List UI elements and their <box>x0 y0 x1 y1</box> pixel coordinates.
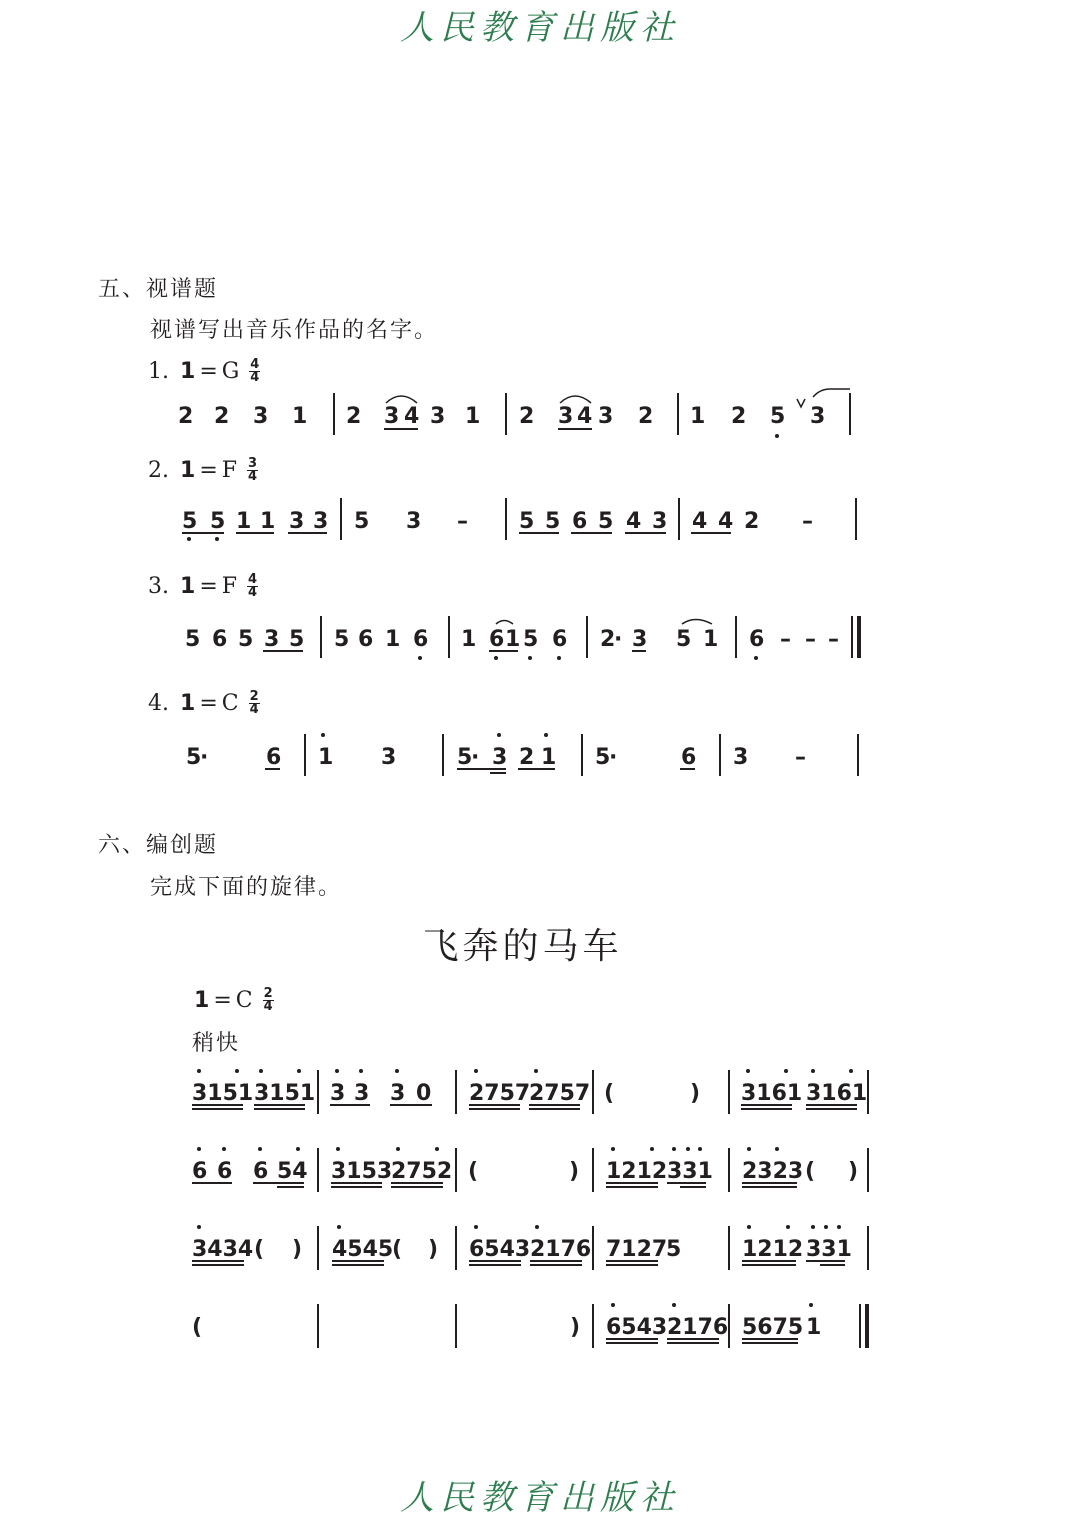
publisher-watermark-bottom: 人民教育出版社 <box>400 1478 680 1518</box>
svg-text:–: – <box>802 509 813 534</box>
svg-text:1: 1 <box>505 627 521 652</box>
svg-text:2: 2 <box>519 745 535 770</box>
time-signature: $\frac{2}{4}$ <box>263 985 273 1014</box>
svg-text:3: 3 <box>652 509 668 534</box>
svg-text:5: 5 <box>185 627 201 652</box>
svg-text:6: 6 <box>413 627 429 652</box>
piece-number: 2. <box>148 457 169 483</box>
svg-text:): ) <box>570 1315 581 1340</box>
svg-text:3: 3 <box>354 1081 370 1106</box>
svg-text:3: 3 <box>330 1081 346 1106</box>
svg-text:3: 3 <box>632 627 648 652</box>
svg-text:2: 2 <box>519 404 535 429</box>
svg-text:): ) <box>848 1159 859 1184</box>
svg-text:5: 5 <box>457 745 473 770</box>
svg-text:1: 1 <box>292 404 308 429</box>
svg-text:6: 6 <box>192 1159 208 1184</box>
svg-text:5: 5 <box>519 509 535 534</box>
svg-text:5: 5 <box>676 627 692 652</box>
time-signature: $\frac{2}{4}$ <box>249 688 259 717</box>
song-title: 飞奔的马车 <box>422 926 623 967</box>
svg-text:2757: 2757 <box>529 1081 591 1106</box>
key-signature: 1 = G <box>180 358 240 384</box>
section-five-heading: 五、视谱题 <box>98 277 219 302</box>
svg-text:1: 1 <box>385 627 401 652</box>
svg-text:6: 6 <box>358 627 374 652</box>
svg-text:2: 2 <box>731 404 747 429</box>
svg-text:1: 1 <box>541 745 557 770</box>
key-signature: 1 = F <box>180 457 238 483</box>
svg-text:2: 2 <box>346 404 362 429</box>
svg-text:1: 1 <box>703 627 719 652</box>
time-signature: $\frac{4}{4}$ <box>247 571 258 600</box>
song-key-line <box>192 984 274 1016</box>
svg-text:3: 3 <box>492 745 508 770</box>
piece-1-key-line <box>148 355 260 387</box>
svg-text:4: 4 <box>718 509 734 534</box>
piece-4-notation <box>0 728 1080 788</box>
svg-text:5: 5 <box>186 745 202 770</box>
svg-text:6543: 6543 <box>606 1315 668 1340</box>
svg-text:(: ( <box>254 1237 265 1262</box>
svg-text:3: 3 <box>381 745 397 770</box>
svg-text:3153: 3153 <box>331 1159 393 1184</box>
svg-text:(: ( <box>468 1159 479 1184</box>
svg-text:3: 3 <box>289 509 305 534</box>
time-signature: $\frac{3}{4}$ <box>247 455 258 484</box>
piece-2-notation <box>0 490 1080 550</box>
svg-text:1: 1 <box>236 509 252 534</box>
svg-text:2176: 2176 <box>667 1315 729 1340</box>
svg-text:·: · <box>609 745 618 770</box>
piece-number: 4. <box>148 690 169 716</box>
section-six-instruction: 完成下面的旋律。 <box>150 875 343 900</box>
svg-text:3161: 3161 <box>806 1081 868 1106</box>
svg-text:–: – <box>805 627 816 652</box>
svg-text:3: 3 <box>558 404 574 429</box>
svg-text:5: 5 <box>238 627 254 652</box>
svg-text:(: ( <box>805 1159 816 1184</box>
svg-text:3: 3 <box>810 404 826 429</box>
svg-text:3: 3 <box>384 404 400 429</box>
svg-text:3: 3 <box>430 404 446 429</box>
svg-text:1: 1 <box>690 404 706 429</box>
piece-3-notation <box>0 610 1080 670</box>
svg-text:1: 1 <box>806 1315 822 1340</box>
svg-text:3434: 3434 <box>192 1237 254 1262</box>
svg-text:): ) <box>428 1237 439 1262</box>
song-notation <box>0 1060 1080 1360</box>
svg-text:6: 6 <box>681 745 697 770</box>
svg-text:–: – <box>780 627 791 652</box>
svg-text:3: 3 <box>390 1081 406 1106</box>
svg-text:5: 5 <box>182 509 198 534</box>
piece-number: 3. <box>148 573 169 599</box>
key-signature: 1 = C <box>180 690 239 716</box>
svg-text:6: 6 <box>489 627 505 652</box>
svg-text:3151: 3151 <box>254 1081 316 1106</box>
publisher-watermark-top: 人民教育出版社 <box>400 8 680 48</box>
svg-text:6: 6 <box>253 1159 269 1184</box>
svg-text:5: 5 <box>595 745 611 770</box>
piece-3-key-line <box>148 570 258 602</box>
tempo-marking: 稍快 <box>192 1031 241 1056</box>
svg-text:5: 5 <box>334 627 350 652</box>
svg-text:·: · <box>614 627 623 652</box>
svg-text:5: 5 <box>210 509 226 534</box>
svg-text:6: 6 <box>212 627 228 652</box>
svg-text:3161: 3161 <box>741 1081 803 1106</box>
svg-text:3: 3 <box>313 509 329 534</box>
key-signature: 1 = F <box>180 573 238 599</box>
svg-text:4: 4 <box>692 509 708 534</box>
svg-text:2323: 2323 <box>742 1159 804 1184</box>
svg-text:6: 6 <box>749 627 765 652</box>
svg-text:0: 0 <box>416 1081 432 1106</box>
section-six-heading: 六、编创题 <box>98 833 219 858</box>
svg-text:331: 331 <box>667 1159 713 1184</box>
svg-text:5: 5 <box>523 627 539 652</box>
svg-text:): ) <box>690 1081 701 1106</box>
svg-text:6: 6 <box>552 627 568 652</box>
svg-text:3: 3 <box>406 509 422 534</box>
svg-text:): ) <box>569 1159 580 1184</box>
svg-text:5: 5 <box>770 404 786 429</box>
svg-text:3151: 3151 <box>192 1081 254 1106</box>
svg-text:2: 2 <box>638 404 654 429</box>
svg-text:(: ( <box>392 1237 403 1262</box>
svg-text:5: 5 <box>598 509 614 534</box>
svg-text:–: – <box>457 509 468 534</box>
svg-text:6: 6 <box>217 1159 233 1184</box>
svg-text:1212: 1212 <box>742 1237 804 1262</box>
svg-text:2: 2 <box>214 404 230 429</box>
svg-text:3: 3 <box>264 627 280 652</box>
piece-number: 1. <box>148 358 169 384</box>
svg-text:–: – <box>795 745 806 770</box>
key-signature: 1 = C <box>194 987 253 1013</box>
svg-text:–: – <box>828 627 839 652</box>
svg-text:7127: 7127 <box>606 1237 668 1262</box>
svg-text:5675: 5675 <box>742 1315 804 1340</box>
svg-text:6: 6 <box>266 745 282 770</box>
piece-2-key-line <box>148 454 258 486</box>
svg-text:1: 1 <box>260 509 276 534</box>
svg-text:2: 2 <box>178 404 194 429</box>
svg-text:2: 2 <box>600 627 616 652</box>
svg-text:(: ( <box>192 1315 203 1340</box>
svg-text:1: 1 <box>465 404 481 429</box>
svg-text:3: 3 <box>598 404 614 429</box>
section-five-instruction: 视谱写出音乐作品的名字。 <box>150 318 439 343</box>
svg-text:2176: 2176 <box>530 1237 592 1262</box>
svg-text:54: 54 <box>277 1159 308 1184</box>
time-signature: $\frac{4}{4}$ <box>250 356 260 385</box>
svg-text:4: 4 <box>577 404 593 429</box>
svg-text:4545: 4545 <box>332 1237 394 1262</box>
svg-text:1212: 1212 <box>606 1159 668 1184</box>
svg-text:): ) <box>292 1237 303 1262</box>
piece-4-key-line <box>148 687 260 719</box>
svg-text:4: 4 <box>404 404 420 429</box>
svg-text:3: 3 <box>733 745 749 770</box>
svg-text:2757: 2757 <box>469 1081 531 1106</box>
svg-text:5: 5 <box>289 627 305 652</box>
svg-text:4: 4 <box>626 509 642 534</box>
svg-text:·: · <box>471 745 480 770</box>
svg-text:2752: 2752 <box>391 1159 453 1184</box>
svg-text:·: · <box>200 745 209 770</box>
svg-text:2: 2 <box>744 509 760 534</box>
svg-text:3: 3 <box>253 404 269 429</box>
svg-text:331: 331 <box>806 1237 852 1262</box>
svg-text:5: 5 <box>545 509 561 534</box>
svg-text:(: ( <box>604 1081 615 1106</box>
svg-text:1: 1 <box>318 745 334 770</box>
svg-text:5: 5 <box>354 509 370 534</box>
svg-text:6: 6 <box>572 509 588 534</box>
piece-1-notation <box>0 385 1080 445</box>
svg-text:5: 5 <box>666 1237 682 1262</box>
svg-text:1: 1 <box>461 627 477 652</box>
svg-text:6543: 6543 <box>469 1237 531 1262</box>
